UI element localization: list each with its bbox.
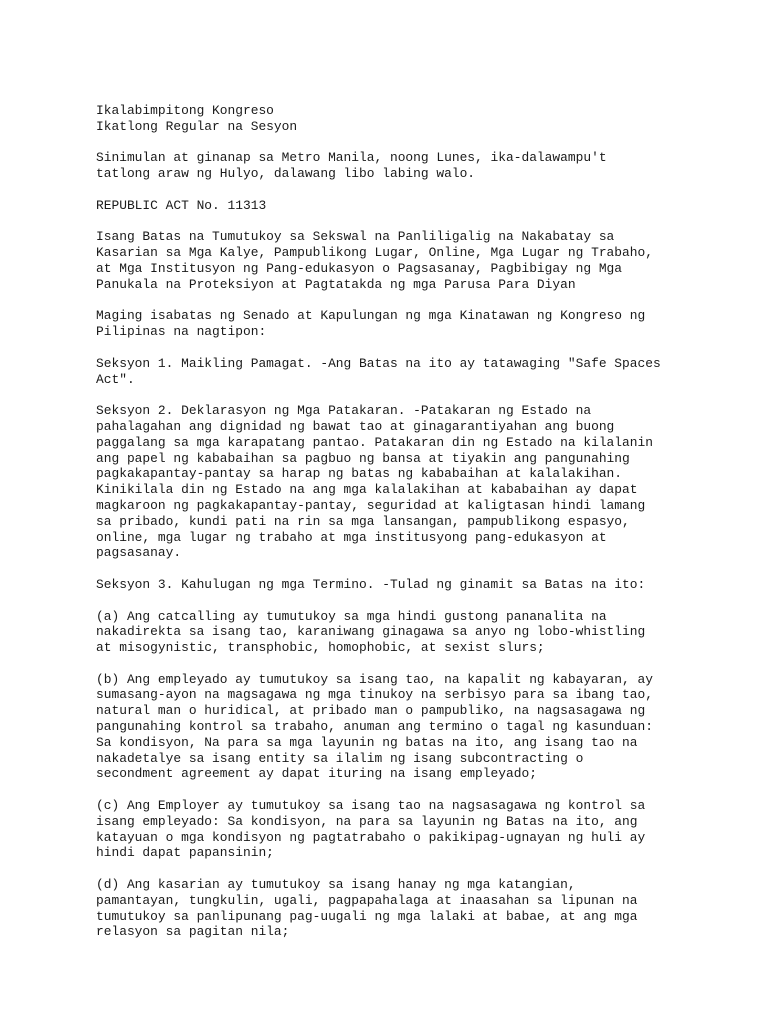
section-1	[96, 356, 716, 388]
session-name: Ikatlong Regular na Sesyon	[96, 118, 298, 134]
text-line: at Mga Institusyon ng Pang-edukasyon o Pagsasanay, Pagbibigay ng Mga	[96, 260, 623, 276]
text-line: Pilipinas na nagtipon:	[96, 324, 267, 340]
enacting-clause	[96, 308, 716, 340]
text-line: online, mga lugar ng trabaho at mga institusyong pang-edukasyon at	[96, 529, 607, 545]
text-line: Sinimulan at ginanap sa Metro Manila, noong Lunes, ika-dalawampu't	[96, 150, 607, 166]
text-line: (b) Ang empleyado ay tumutukoy sa isang tao, na kapalit ng kabayaran, ay	[96, 671, 653, 687]
document-body	[96, 103, 716, 956]
text-line: katayuan o mga kondisyon ng pagtatrabaho o pakikipag-ugnayan ng huli ay	[96, 829, 646, 845]
section-3	[96, 577, 716, 593]
text-line: ang papel ng kababaihan sa pagbuo ng bansa at tiyakin ang pangunahing	[96, 450, 630, 466]
text-line: sumasang-ayon na magsagawa ng mga tinukoy na serbisyo para sa ibang tao,	[96, 687, 653, 703]
act-number	[96, 198, 716, 214]
text-line: isang empleyado: Sa kondisyon, na para sa layunin ng Batas na ito, ang	[96, 813, 638, 829]
text-line: relasyon sa pagitan nila;	[96, 924, 290, 940]
text-line: (c) Ang Employer ay tumutukoy sa isang tao na nagsasagawa ng kontrol sa	[96, 798, 646, 814]
text-line: at misogynistic, transphobic, homophobic, at sexist slurs;	[96, 640, 545, 656]
section-2	[96, 403, 716, 561]
text-line: (d) Ang kasarian ay tumutukoy sa isang hanay ng mga katangian,	[96, 877, 576, 893]
definition-a	[96, 609, 716, 656]
text-line: nakadetalye sa isang entity sa ilalim ng isang subcontracting o	[96, 750, 584, 766]
text-line: paggalang sa mga karapatang pantao. Patakaran din ng Estado na kilalanin	[96, 434, 653, 450]
text-line: tatlong araw ng Hulyo, dalawang libo labing walo.	[96, 166, 476, 182]
text-line: Sa kondisyon, Na para sa mga layunin ng batas na ito, ang isang tao na	[96, 734, 638, 750]
text-line: nakadirekta sa isang tao, karaniwang ginagawa sa anyo ng lobo-whistling	[96, 624, 646, 640]
text-line: Seksyon 3. Kahulugan ng mga Termino. -Tulad ng ginamit sa Batas na ito:	[96, 576, 646, 592]
text-line: Act".	[96, 371, 135, 387]
text-line: Isang Batas na Tumutukoy sa Sekswal na Panliligalig na Nakabatay sa	[96, 229, 615, 245]
text-line: Kasarian sa Mga Kalye, Pampublikong Lugar, Online, Mga Lugar ng Trabaho,	[96, 245, 653, 261]
opening-paragraph	[96, 150, 716, 182]
text-line: pagsasanay.	[96, 545, 182, 561]
text-line: sa pribado, kundi pati na rin sa mga lansangan, pampublikong espasyo,	[96, 513, 630, 529]
definition-c	[96, 798, 716, 861]
congress-header	[96, 103, 716, 135]
text-line: REPUBLIC ACT No. 11313	[96, 197, 267, 213]
text-line: Seksyon 1. Maikling Pamagat. -Ang Batas na ito ay tatawaging "Safe Spaces	[96, 355, 661, 371]
text-line: secondment agreement ay dapat ituring na isang empleyado;	[96, 766, 537, 782]
text-line: Maging isabatas ng Senado at Kapulungan ng mga Kinatawan ng Kongreso ng	[96, 308, 646, 324]
text-line: tumutukoy sa panlipunang pag-uugali ng mga lalaki at babae, at ang mga	[96, 908, 638, 924]
text-line: pagkakapantay-pantay sa harap ng batas ng kababaihan at kalalakihan.	[96, 466, 623, 482]
act-title	[96, 229, 716, 292]
text-line: pamantayan, tungkulin, ugali, pagpapahalaga at inaasahan sa lipunan na	[96, 892, 638, 908]
text-line: hindi dapat papansinin;	[96, 845, 274, 861]
text-line: Kinikilala din ng Estado na ang mga kalalakihan at kababaihan ay dapat	[96, 482, 638, 498]
text-line: pangunahing kontrol sa trabaho, anuman ang termino o tagal ng kasunduan:	[96, 719, 653, 735]
text-line: Panukala na Proteksiyon at Pagtatakda ng mga Parusa Para Diyan	[96, 276, 576, 292]
text-line: (a) Ang catcalling ay tumutukoy sa mga hindi gustong pananalita na	[96, 608, 607, 624]
definition-d	[96, 877, 716, 940]
definition-b	[96, 672, 716, 783]
text-line: Seksyon 2. Deklarasyon ng Mga Patakaran. -Patakaran ng Estado na	[96, 403, 592, 419]
text-line: pahalagahan ang dignidad ng bawat tao at ginagarantiyahan ang buong	[96, 418, 615, 434]
text-line: magkaroon ng pagkakapantay-pantay, seguridad at kaligtasan hindi lamang	[96, 497, 646, 513]
text-line: natural man o huridical, at pribado man o pampubliko, na nagsasagawa ng	[96, 703, 646, 719]
congress-name: Ikalabimpitong Kongreso	[96, 103, 274, 118]
